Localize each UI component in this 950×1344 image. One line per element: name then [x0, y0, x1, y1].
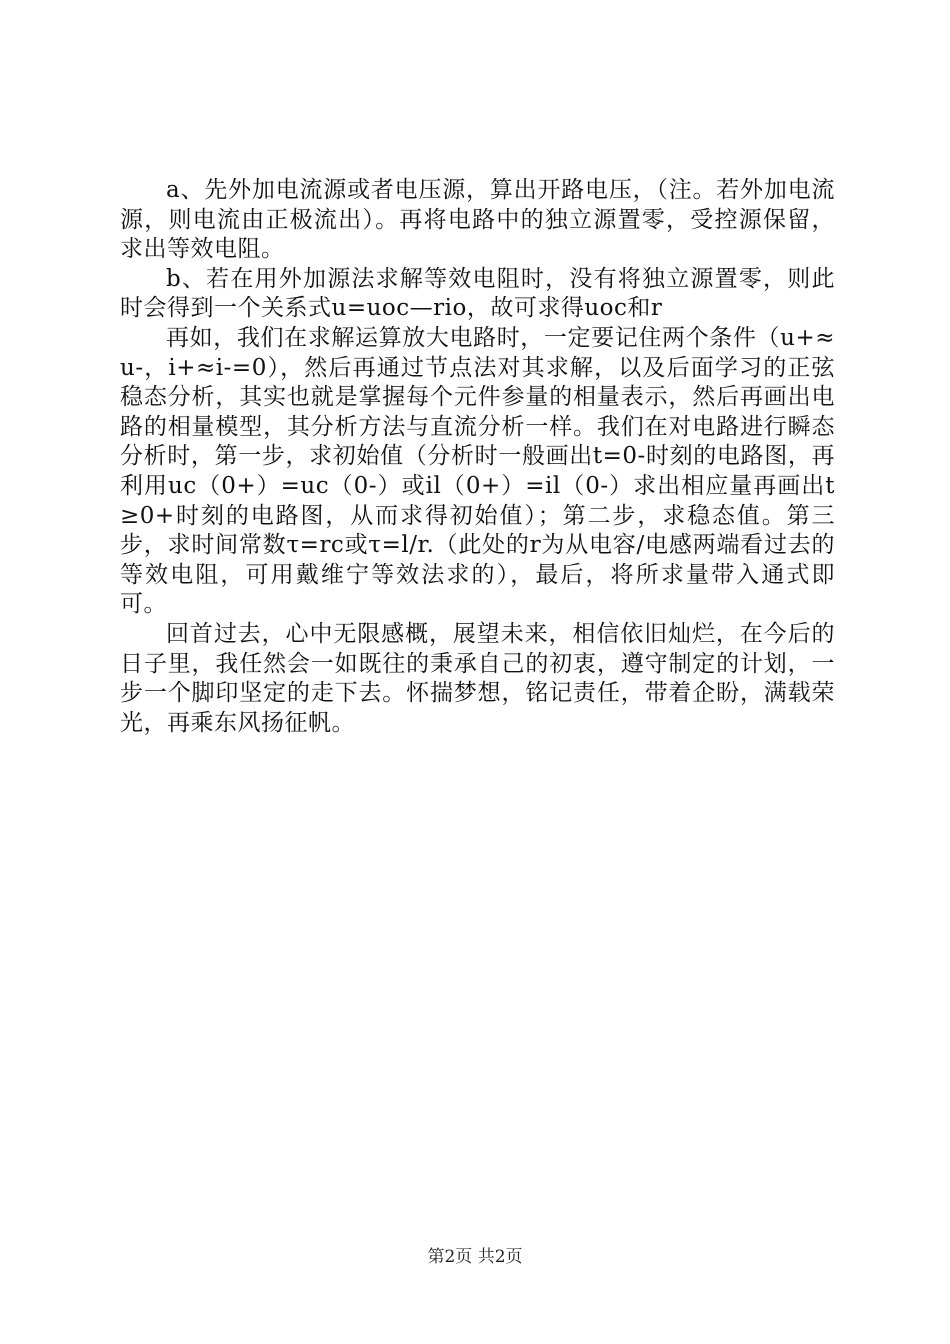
- document-body: [120, 176, 835, 738]
- paragraph-method-b: b、若在用外加源法求解等效电阻时，没有将独立源置零，则此时会得到一个关系式u=uoc—rio，故可求得uoc和r: [120, 265, 835, 322]
- paragraph-circuit-analysis: 再如，我们在求解运算放大电路时，一定要记住两个条件（u+≈u-，i+≈i-=0），然后再通过节点法对其求解，以及后面学习的正弦稳态分析，其实也就是掌握每个元件参量的相量表示，然后再画出电路的相量模型，其分析方法与直流分析一样。我们在对电路进行瞬态分析时，第一步，求初始值（分析时一般画出t=0-时刻的电路图，再利用uc（0+）=uc（0-）或il（0+）=il（0-）求出相应量再画出t≥0+时刻的电路图，从而求得初始值）；第二步，求稳态值。第三步，求时间常数τ=rc或τ=l/r.（此处的r为从电容/电感两端看过去的等效电阻，可用戴维宁等效法求的），最后，将所求量带入通式即可。: [120, 324, 835, 618]
- paragraph-method-a: a、先外加电流源或者电压源，算出开路电压，（注。若外加电流源，则电流由正极流出）。再将电路中的独立源置零，受控源保留，求出等效电阻。: [120, 177, 835, 263]
- paragraph-conclusion: 回首过去，心中无限感概，展望未来，相信依旧灿烂，在今后的日子里，我任然会一如既往的秉承自己的初衷，遵守制定的计划，一步一个脚印坚定的走下去。怀揣梦想，铭记责任，带着企盼，满载荣光，再乘东风扬征帆。: [120, 620, 835, 736]
- page-number-footer: 第2页 共2页: [427, 1247, 523, 1267]
